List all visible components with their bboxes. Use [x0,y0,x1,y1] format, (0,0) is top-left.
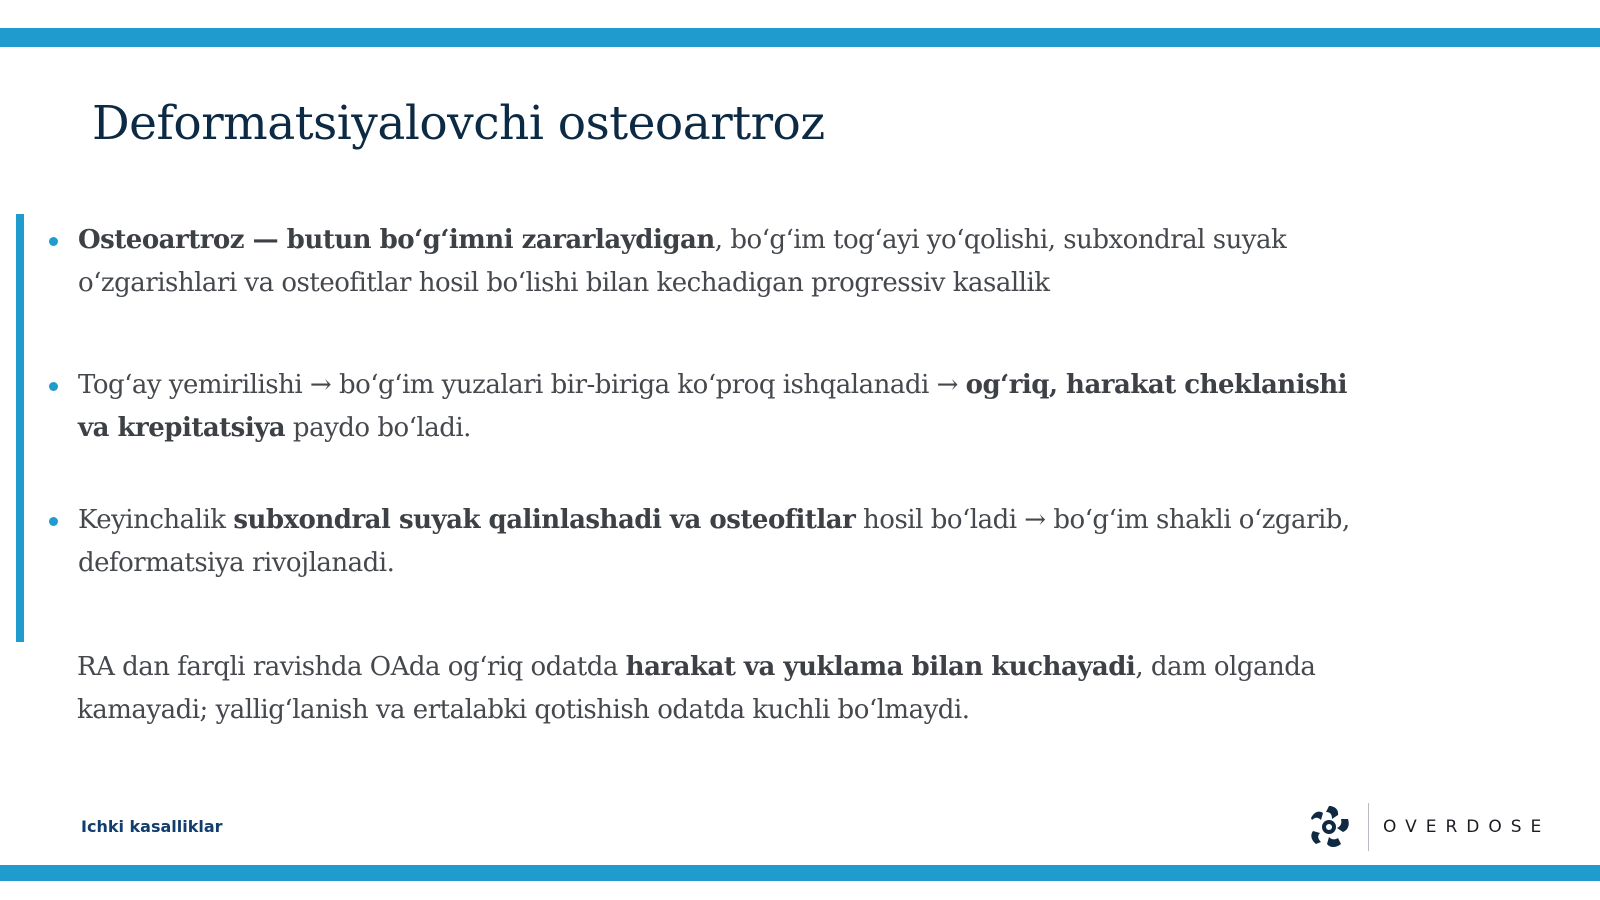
top-accent-bar [0,28,1600,47]
comparison-note [77,646,1377,732]
side-accent-bar [16,214,24,642]
bullet-dot-icon [49,237,58,246]
brand-logo [1304,802,1550,852]
bullet-item [78,219,1368,305]
bullet-text: Keyinchalik [78,505,234,535]
bullet-text: , bo‘g‘im tog‘ayi yo‘qolishi, subxondral suyak o‘zgarishlari va osteofitlar hosil bo‘lishi bilan kechadigan progressiv kasallik [78,225,1287,298]
overdose-logo-icon [1304,802,1354,852]
note-text: , dam olganda kamayadi; yallig‘lanish va ertalabki qotishish odatda kuchli bo‘lmaydi. [77,652,1316,725]
note-text: RA dan farqli ravishda OAda og‘riq odatda [77,652,626,682]
bullet-bold-text: subxondral suyak qalinlashadi va osteofitlar [233,505,856,535]
logo-divider [1368,803,1369,851]
bullet-text: hosil bo‘ladi → bo‘g‘im shakli o‘zgarib, deformatsiya rivojlanadi. [78,505,1350,578]
bullet-dot-icon [49,517,58,526]
bottom-accent-bar [0,865,1600,881]
bullet-text: paydo bo‘ladi. [285,413,471,443]
bullet-bold-text: Osteoartroz — butun bo‘g‘imni zararlaydigan [78,225,715,255]
bullet-text: Tog‘ay yemirilishi → bo‘g‘im yuzalari bir-biriga ko‘proq ishqalanadi → [78,370,966,400]
bullet-dot-icon [49,382,58,391]
logo-wordmark: OVERDOSE [1383,817,1551,837]
bullet-item [78,364,1368,450]
bullet-bold-text: og‘riq, harakat cheklanishi va krepitatsiya [78,370,1347,443]
bullet-item [78,499,1368,585]
note-bold-text: harakat va yuklama bilan kuchayadi [625,652,1136,682]
slide-title: Deformatsiyalovchi osteoartroz [92,96,825,151]
footer-course-label: Ichki kasalliklar [81,817,223,836]
